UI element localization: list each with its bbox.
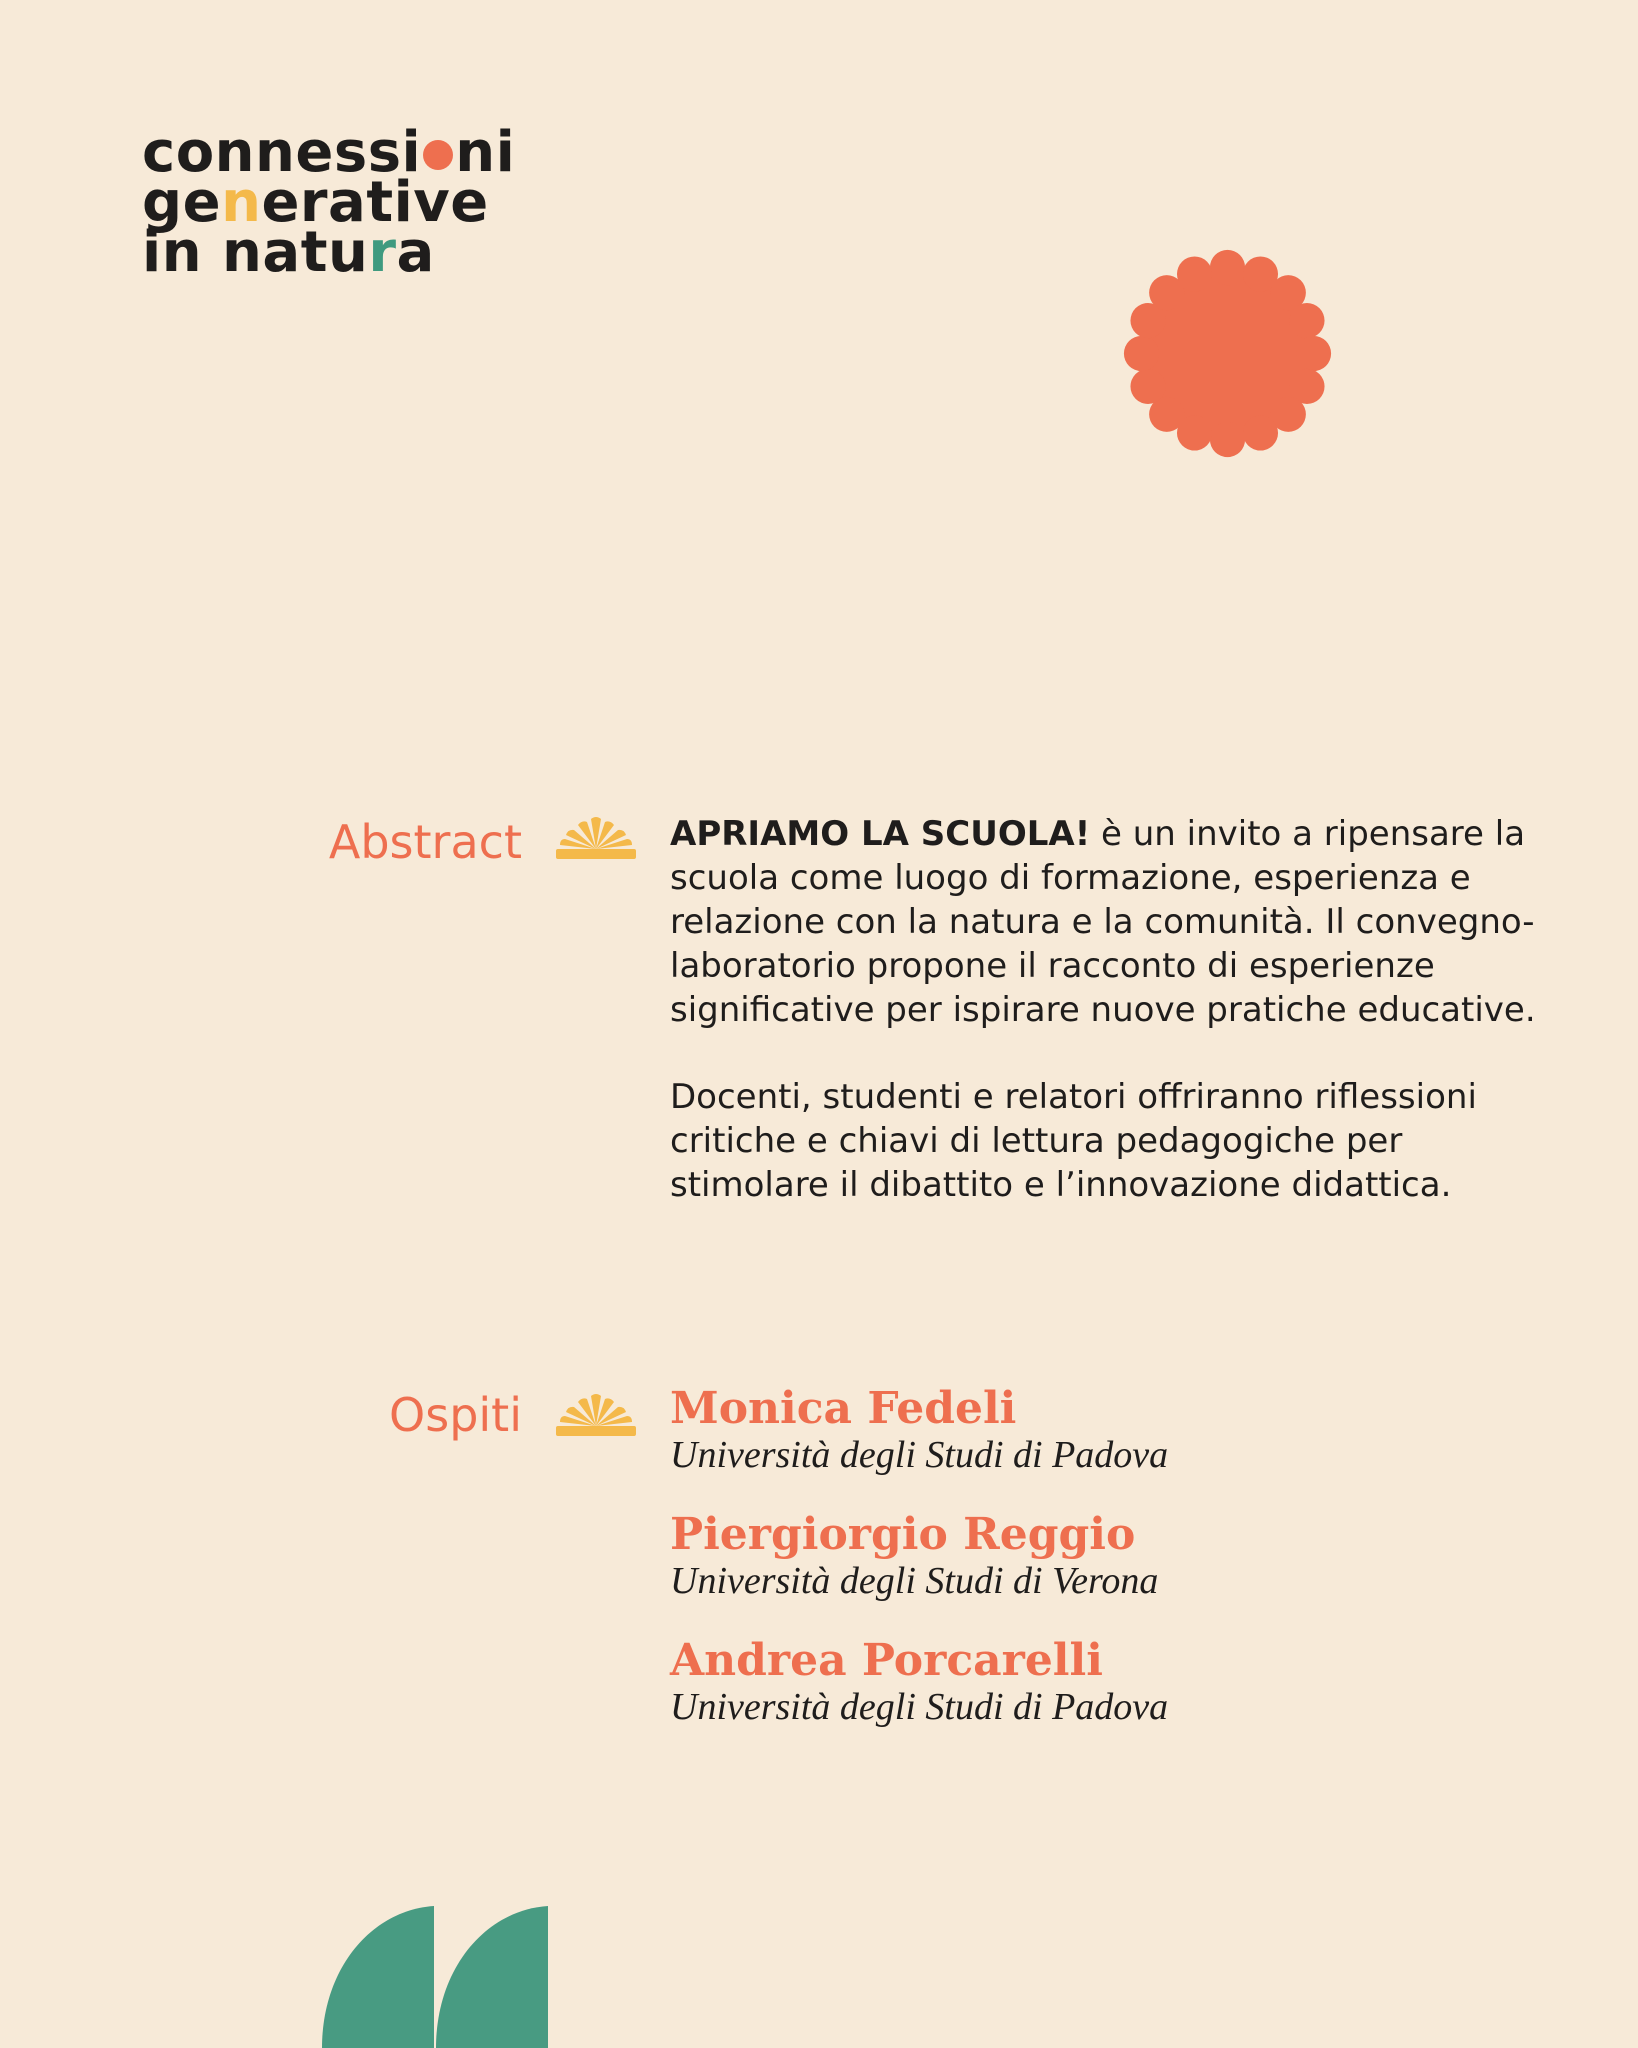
logo-text-3b: a [396,220,435,285]
guest-item [670,1636,1570,1728]
logo-dot-icon [423,140,453,170]
abstract-lead: APRIAMO LA SCUOLA! [670,814,1091,854]
flower-icon [1120,246,1335,461]
logo-line-3 [142,220,515,285]
sun-icon [556,815,636,859]
abstract-label: Abstract [328,815,522,869]
guest-affiliation: Università degli Studi di Verona [670,1560,1159,1602]
guest-affiliation: Università degli Studi di Padova [670,1686,1169,1728]
guest-item [670,1384,1570,1476]
ospiti-label: Ospiti [389,1388,522,1442]
logo-text-2b: erative [261,170,489,235]
logo-text-1b: ni [455,120,516,185]
abstract-body [670,812,1550,1250]
logo-accent-r: r [368,220,397,285]
guest-list [670,1384,1570,1762]
logo-text-2a: ge [142,170,222,235]
guest-name: Andrea Porcarelli [670,1635,1103,1686]
abstract-paragraph-2: Docenti, studenti e relatori offriranno riflessioni critiche e chiavi di lettura pedagogiche per stimolare il dibattito e l’innovazione didattica. [670,1077,1477,1205]
guest-item [670,1510,1570,1602]
logo-text-1a: connessi [142,120,422,185]
logo [142,120,516,285]
logo-text-3a: in natu [142,220,369,285]
abstract-paragraph-1 [670,812,1550,1032]
guest-name: Monica Fedeli [670,1383,1017,1434]
guest-name: Piergiorgio Reggio [670,1509,1136,1560]
sun-icon [556,1392,636,1436]
guest-affiliation: Università degli Studi di Padova [670,1434,1169,1476]
abstract-paragraph-1-text: è un invito a ripensare la scuola come luogo di formazione, esperienza e relazione con la natura e la comunità. Il convegno-laboratorio propone il racconto di esperienze significative per ispirare nuove pratiche educative. [670,814,1536,1030]
logo-accent-n: n [221,170,262,235]
quote-mark-icon [322,1906,548,2048]
